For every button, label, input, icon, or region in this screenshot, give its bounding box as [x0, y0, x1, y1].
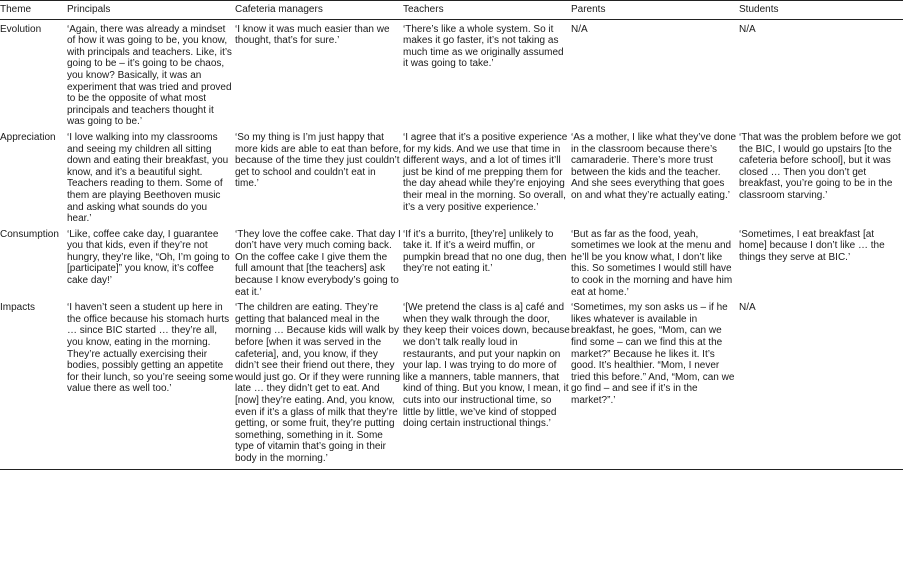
theme-cell: Impacts — [0, 298, 66, 469]
quote-cell-students: ‘That was the problem before we got the BIC, I would go upstairs [to the cafeteria before school], but it was closed … Then you don’t get breakfast, you’re going to be in the classroom starving.’ — [739, 131, 901, 201]
table-header — [0, 1, 903, 20]
quote-cell-cafeteria-managers: ‘They love the coffee cake. That day I don’t have very much coming back. On the coffee cake I give them the full amount that [the teachers] ask because I know everybody’s going to eat it.’ — [235, 228, 401, 298]
quote-cell-students: ‘Sometimes, I eat breakfast [at home] because I don’t like … the things they serve at BIC.’ — [739, 228, 885, 263]
table-row-impacts — [0, 298, 903, 469]
quote-cell-parents: ‘As a mother, I like what they’ve done in the classroom because there’s camaraderie. There’s more trust between the kids and the teacher. And she sees everything that goes on and what they’re actually eating.’ — [571, 131, 737, 201]
theme-cell: Evolution — [0, 23, 42, 35]
quote-cell-principals: ‘Again, there was already a mindset of how it was going to be, you know, with principals and teachers. Like, it’s going to be – it’s going to be chaos, you know? Basically, it was an experiment that was tried and proved to be the opposite of what most principals and teachers thought it was going to be.’ — [67, 23, 232, 128]
column-header-cafeteria-managers: Cafeteria managers — [234, 1, 402, 20]
quote-cell-students: N/A — [738, 298, 903, 469]
quote-cell-cafeteria-managers: ‘I know it was much easier than we thought, that’s for sure.’ — [235, 23, 390, 47]
quote-cell-teachers: ‘If it’s a burrito, [they’re] unlikely to take it. If it’s a weird muffin, or pumpkin bread that no one dug, then they’re not eating it.’ — [403, 228, 567, 275]
column-header-parents: Parents — [570, 1, 738, 20]
table-row-consumption — [0, 225, 903, 299]
column-header-students: Students — [738, 1, 903, 20]
quote-cell-parents: ‘But as far as the food, yeah, sometimes we look at the menu and he’ll be you know what, I don’t like this. So sometimes I would still have to cook in the morning and have him eat at home.’ — [571, 228, 733, 298]
column-header-teachers: Teachers — [402, 1, 570, 20]
quote-cell-principals: ‘I love walking into my classrooms and seeing my children all sitting down and eating their breakfast, you know, and it’s a beautiful sight. Teachers reading to them. Some of them are playing Beethoven music and asking what sounds do you hear.’ — [67, 131, 229, 225]
header-row — [0, 1, 903, 20]
quote-cell-parents: N/A — [571, 23, 588, 35]
quote-cell-students: N/A — [739, 23, 756, 35]
quote-cell-teachers: ‘I agree that it’s a positive experience for my kids. And we use that time in different ways, and a lot of times it’ll just be kind of me prepping them for the day ahead while they’re enjoying their meal in the morning. So overall, it’s a very positive experience.’ — [403, 131, 568, 213]
theme-cell: Appreciation — [0, 131, 56, 143]
quote-cell-cafeteria-managers: ‘The children are eating. They’re getting that balanced meal in the morning … Because kids will walk by before [when it was served in the cafeteria], and, you know, if they didn’t see their friend out there, they would just go. Or if they were running late … they didn’t get to eat. And [now] they’re eating. And, you know, even if it’s a glass of milk that they’re getting, or some fruit, they’re putting something, something in it. Some type of vitamin that’s going in their body in the morning.’ — [234, 298, 402, 469]
column-header-principals: Principals — [66, 1, 234, 20]
quote-cell-teachers: ‘There’s like a whole system. So it makes it go faster, it’s not taking as much time as we originally assumed it was going to take.’ — [403, 23, 564, 70]
quote-cell-principals: ‘I haven’t seen a student up here in the office because his stomach hurts … since BIC started … they’re all, you know, eating in the morning. They’re actually exercising their bodies, possibly getting an appetite for their lunch, so you’re seeing some value there as well too.’ — [66, 298, 234, 469]
quote-cell-parents: ‘Sometimes, my son asks us – if he likes whatever is available in breakfast, he goes, “Mom, can we find some – can we find this at the market?” Because he likes it. It’s good. It’s healthier. “Mom, I never tried this before.” And, “Mom, can we go find – and see if it’s in the market?”.’ — [570, 298, 738, 469]
table-body — [0, 19, 903, 469]
quote-cell-principals: ‘Like, coffee cake day, I guarantee you that kids, even if they’re not hungry, they’re like, “Oh, I’m going to [participate]” you know, it’s coffee cake day!’ — [67, 228, 230, 287]
table-row-evolution — [0, 19, 903, 128]
quote-cell-teachers: ‘[We pretend the class is a] café and when they walk through the door, they keep their voices down, because we don’t talk really loud in restaurants, and put your napkin on your lap. I was trying to do more of like a manners, table manners, that kind of thing. But you know, I mean, it cuts into our instructional time, so little by little, we’ve kind of stopped doing certain instructional things.’ — [402, 298, 570, 469]
column-header-theme: Theme — [0, 1, 66, 20]
table-row-appreciation — [0, 128, 903, 225]
quote-cell-cafeteria-managers: ‘So my thing is I’m just happy that more kids are able to eat than before, because of the time they just couldn’t get to school and couldn’t eat in time.’ — [235, 131, 402, 190]
theme-cell: Consumption — [0, 228, 59, 240]
